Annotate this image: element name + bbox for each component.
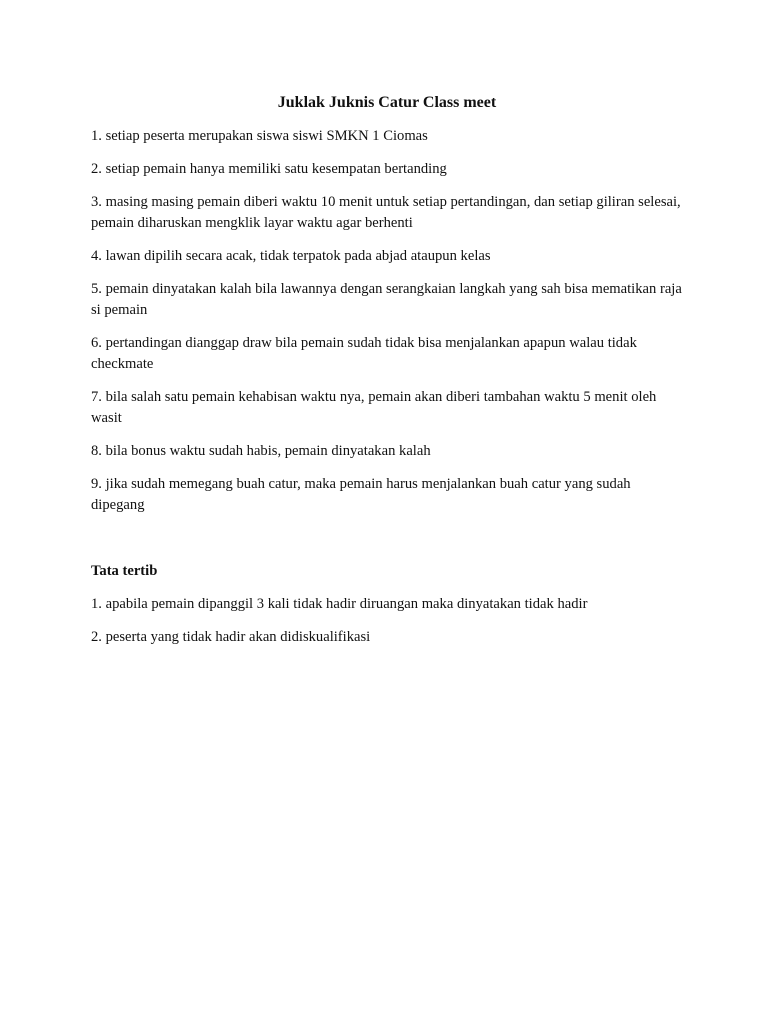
rule-item: 5. pemain dinyatakan kalah bila lawannya dengan serangkaian langkah yang sah bisa mematikan raja si pemain (91, 281, 682, 318)
rule-item: 8. bila bonus waktu sudah habis, pemain dinyatakan kalah (91, 443, 431, 459)
section-spacer (91, 528, 683, 561)
tata-tertib-item: 2. peserta yang tidak hadir akan didiskualifikasi (91, 629, 371, 645)
rule-item: 4. lawan dipilih secara acak, tidak terpatok pada abjad ataupun kelas (91, 248, 491, 264)
rule-item: 3. masing masing pemain diberi waktu 10 menit untuk setiap pertandingan, dan setiap giliran selesai, pemain diharuskan mengklik layar waktu agar berhenti (91, 194, 681, 231)
document-content (91, 92, 683, 660)
rule-item: 7. bila salah satu pemain kehabisan waktu nya, pemain akan diberi tambahan waktu 5 menit oleh wasit (91, 389, 657, 426)
tata-tertib-item: 1. apabila pemain dipanggil 3 kali tidak hadir diruangan maka dinyatakan tidak hadir (91, 596, 588, 612)
rule-item: 1. setiap peserta merupakan siswa siswi SMKN 1 Ciomas (91, 128, 428, 144)
rule-item: 9. jika sudah memegang buah catur, maka pemain harus menjalankan buah catur yang sudah dipegang (91, 476, 631, 513)
document-title: Juklak Juknis Catur Class meet (277, 94, 497, 111)
rule-item: 2. setiap pemain hanya memiliki satu kesempatan bertanding (91, 161, 447, 177)
tata-tertib-heading: Tata tertib (91, 563, 158, 579)
rule-item: 6. pertandingan dianggap draw bila pemain sudah tidak bisa menjalankan apapun walau tidak checkmate (91, 335, 637, 372)
